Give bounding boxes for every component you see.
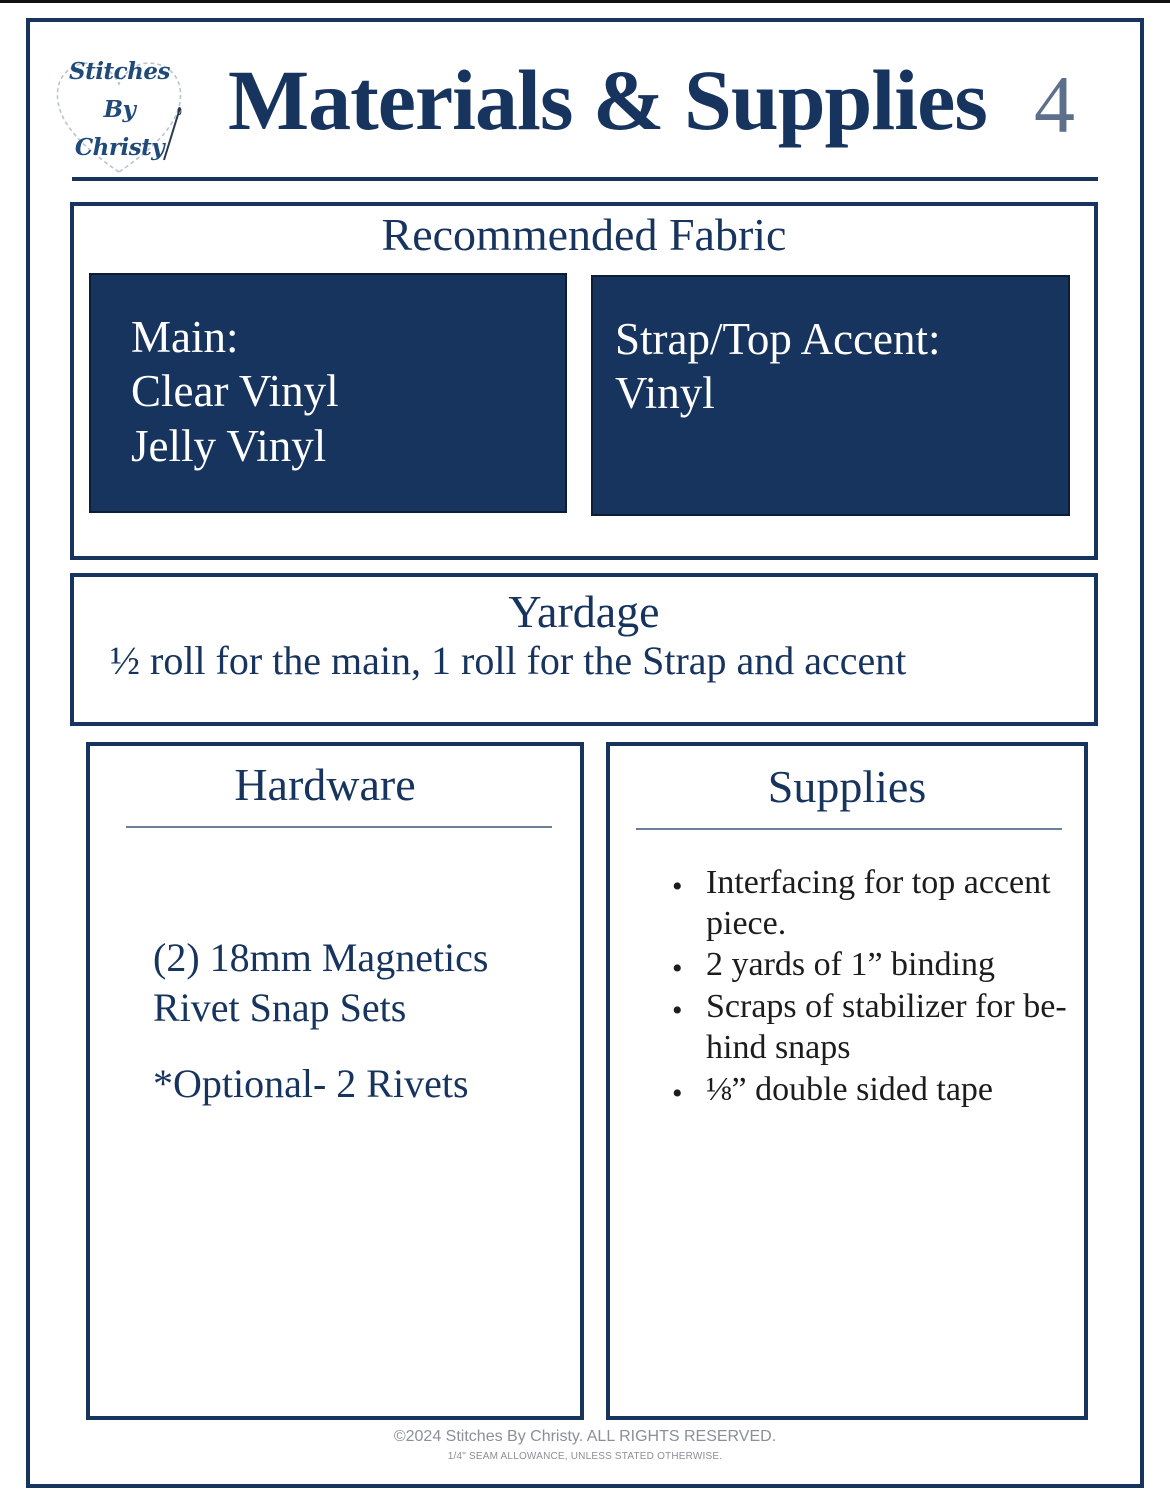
bullet-icon: • xyxy=(672,952,683,985)
brand-logo xyxy=(52,52,187,177)
supplies-item-1-line-1: Interfacing for top accent xyxy=(706,864,1051,901)
strap-fabric-label: Strap/Top Accent: xyxy=(615,314,941,364)
supplies-section xyxy=(606,742,1088,1420)
supplies-item-1-line-2: piece. xyxy=(706,905,787,942)
top-edge-rule xyxy=(0,0,1170,3)
supplies-heading-rule xyxy=(636,828,1062,830)
hardware-section xyxy=(86,742,584,1420)
hardware-optional-note: *Optional- 2 Rivets xyxy=(153,1061,469,1106)
title-underline xyxy=(72,177,1098,181)
strap-fabric-panel xyxy=(591,275,1070,516)
hardware-heading: Hardware xyxy=(234,759,416,810)
bullet-icon: • xyxy=(672,870,683,903)
supplies-item-3-line-2: hind snaps xyxy=(706,1029,851,1066)
supplies-item-3-line-1: Scraps of stabilizer for be- xyxy=(706,988,1067,1025)
yardage-section xyxy=(70,573,1098,726)
strap-fabric-option: Vinyl xyxy=(615,368,715,418)
recommended-fabric-heading: Recommended Fabric xyxy=(381,209,787,260)
seam-allowance-note: 1/4" SEAM ALLOWANCE, UNLESS STATED OTHERWISE. xyxy=(447,1451,723,1462)
yardage-heading: Yardage xyxy=(508,586,660,637)
bullet-icon: • xyxy=(672,1077,683,1110)
logo-text-line-2: By xyxy=(103,96,136,123)
page-title: Materials & Supplies xyxy=(228,52,987,148)
hardware-item-line-1: (2) 18mm Magnetics xyxy=(153,935,489,980)
main-fabric-option-1: Clear Vinyl xyxy=(131,366,339,416)
main-fabric-option-2: Jelly Vinyl xyxy=(131,421,327,471)
supplies-heading: Supplies xyxy=(767,761,927,812)
recommended-fabric-section xyxy=(70,202,1098,560)
logo-text-line-3: Christy xyxy=(74,134,165,161)
supplies-item-4: ⅛” double sided tape xyxy=(706,1071,994,1108)
hardware-item-line-2: Rivet Snap Sets xyxy=(153,985,407,1030)
supplies-item-2: 2 yards of 1” binding xyxy=(706,946,995,983)
main-fabric-label: Main: xyxy=(131,312,239,362)
bullet-icon: • xyxy=(672,994,683,1027)
logo-text-line-1: Stitches xyxy=(69,58,170,85)
main-fabric-panel xyxy=(89,273,567,513)
hardware-heading-rule xyxy=(126,826,552,828)
yardage-text: ½ roll for the main, 1 roll for the Strap and accent xyxy=(110,638,907,683)
copyright-footer: ©2024 Stitches By Christy. ALL RIGHTS RESERVED. xyxy=(393,1428,777,1445)
page-number: 4 xyxy=(1034,59,1075,150)
